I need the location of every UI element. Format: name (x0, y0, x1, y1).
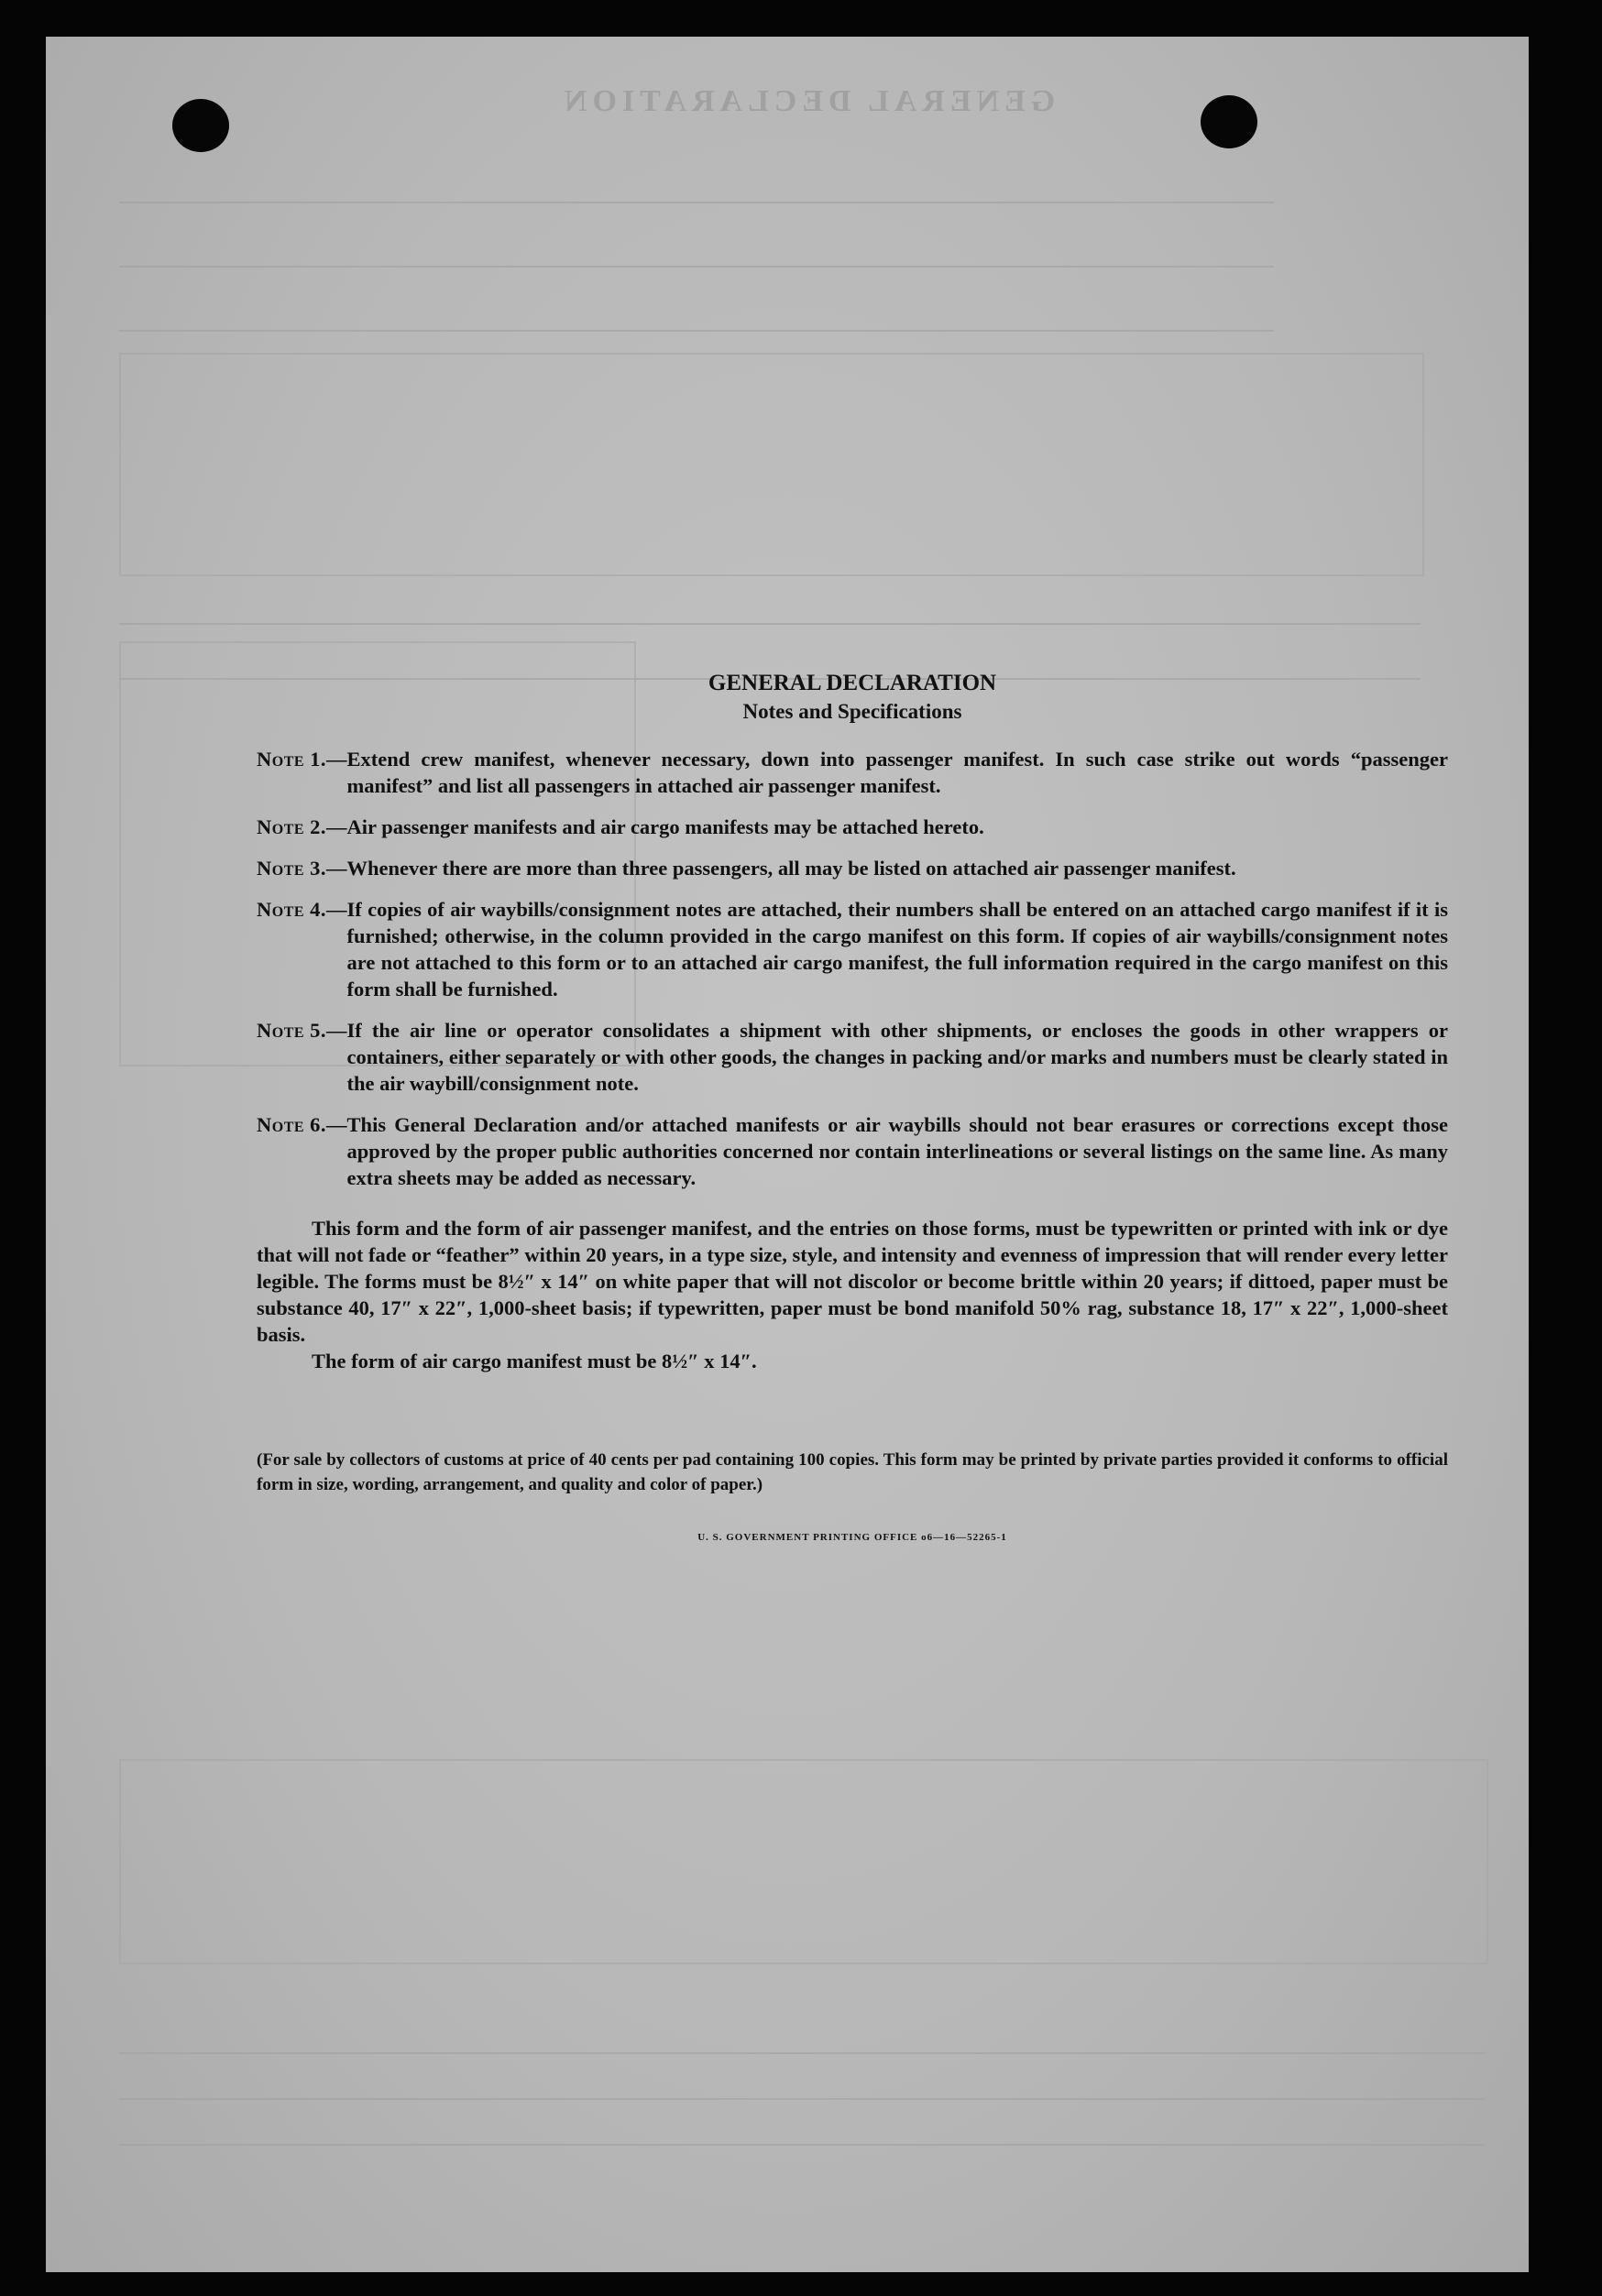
show-through-rule (119, 330, 1274, 332)
show-through-rule (119, 623, 1421, 625)
note-1: Note 1. — Extend crew manifest, whenever necessary, down into passenger manifest. In such case strike out words “passenger manifest” and list all passengers in attached air passenger manifest. (257, 748, 1448, 797)
note-label: Note 2. (257, 815, 327, 838)
sale-notice: (For sale by collectors of customs at price of 40 cents per pad containing 100 copies. This form may be printed by private parties provided it conforms to official form in size, wording, arrangement, and quality and color of paper.) (257, 1450, 1448, 1494)
show-through-rule (119, 202, 1274, 203)
show-through-rule (119, 2144, 1485, 2146)
page-title: GENERAL DECLARATION (708, 671, 997, 695)
note-text: Whenever there are more than three passengers, all may be listed on attached air passenger manifest. (346, 857, 1236, 880)
note-text: This General Declaration and/or attached manifests or air waybills should not bear erasures or corrections except those approved by the proper public authorities concerned nor contain interlineations or several listings on the same line. As many extra sheets may be added as necessary. (346, 1113, 1448, 1189)
document-page (46, 37, 1529, 2272)
page-subtitle: Notes and Specifications (742, 700, 962, 723)
note-5: Note 5. — If the air line or operator consolidates a shipment with other shipments, or encloses the goods in other wrappers or containers, either separately or with other goods, the changes in packing and/or marks and numbers must be clearly stated in the air waybill/consignment note. (257, 1019, 1448, 1095)
show-through-itinerary-table (119, 353, 1424, 576)
note-label: Note 6. (257, 1113, 327, 1136)
note-4: Note 4. — If copies of air waybills/consignment notes are attached, their numbers shall be entered on an attached cargo manifest if it is furnished; otherwise, in the column provided in the cargo manifest on this form. If copies of air waybills/consignment notes are not attached to this form or to an attached air cargo manifest, the full information required in the cargo manifest on this form shall be furnished. (257, 898, 1448, 1000)
note-2: Note 2. — Air passenger manifests and air cargo manifests may be attached hereto. (257, 814, 1448, 840)
punch-hole-left (172, 99, 229, 152)
paper-specification-paragraph: This form and the form of air passenger manifest, and the entries on those forms, must be typewritten or printed with ink or dye that will not fade or “feather” within 20 years, in a type size, style, and intensity and evenness of impression that will render every letter legible. The forms must be 8½″ x 14″ on white paper that will not discolor or become brittle within 20 years; if dittoed, paper must be substance 40, 17″ x 22″, 1,000-sheet basis; if typewritten, paper must be bond manifold 50% rag, substance 18, 17″ x 22″, 1,000-sheet basis. (257, 1217, 1448, 1346)
note-text: Air passenger manifests and air cargo manifests may be attached hereto. (346, 815, 984, 838)
cargo-manifest-size-note: The form of air cargo manifest must be 8½″ x 14″. (312, 1350, 757, 1372)
notes-and-specifications (257, 669, 1448, 1551)
show-through-cargo-table (119, 1759, 1488, 1964)
note-text: If the air line or operator consolidates a shipment with other shipments, or encloses the goods in other wrappers or containers, either separately or with other goods, the changes in packing and/or marks and numbers must be clearly stated in the air waybill/consignment note. (346, 1019, 1448, 1095)
note-label: Note 1. (257, 748, 327, 771)
show-through-title: GENERAL DECLARATION (559, 84, 1056, 118)
punch-hole-right (1201, 95, 1257, 148)
note-label: Note 5. (257, 1019, 327, 1042)
show-through-rule (119, 2052, 1485, 2054)
show-through-rule (119, 266, 1274, 268)
note-3: Note 3. — Whenever there are more than three passengers, all may be listed on attached air passenger manifest. (257, 855, 1448, 881)
printer-imprint: U. S. GOVERNMENT PRINTING OFFICE o6—16—52265-1 (697, 1532, 1007, 1543)
note-text: Extend crew manifest, whenever necessary, down into passenger manifest. In such case strike out words “passenger manifest” and list all passengers in attached air passenger manifest. (346, 748, 1448, 797)
note-6: Note 6. — This General Declaration and/or attached manifests or air waybills should not bear erasures or corrections except those approved by the proper public authorities concerned nor contain interlineations or several listings on the same line. As many extra sheets may be added as necessary. (257, 1113, 1448, 1189)
show-through-rule (119, 2098, 1485, 2100)
note-label: Note 4. (257, 898, 327, 921)
note-text: If copies of air waybills/consignment notes are attached, their numbers shall be entered on an attached cargo manifest if it is furnished; otherwise, in the column provided in the cargo manifest on this form. If copies of air waybills/consignment notes are not attached to this form or to an attached air cargo manifest, the full information required in the cargo manifest on this form shall be furnished. (346, 898, 1448, 1000)
note-label: Note 3. (257, 857, 327, 880)
